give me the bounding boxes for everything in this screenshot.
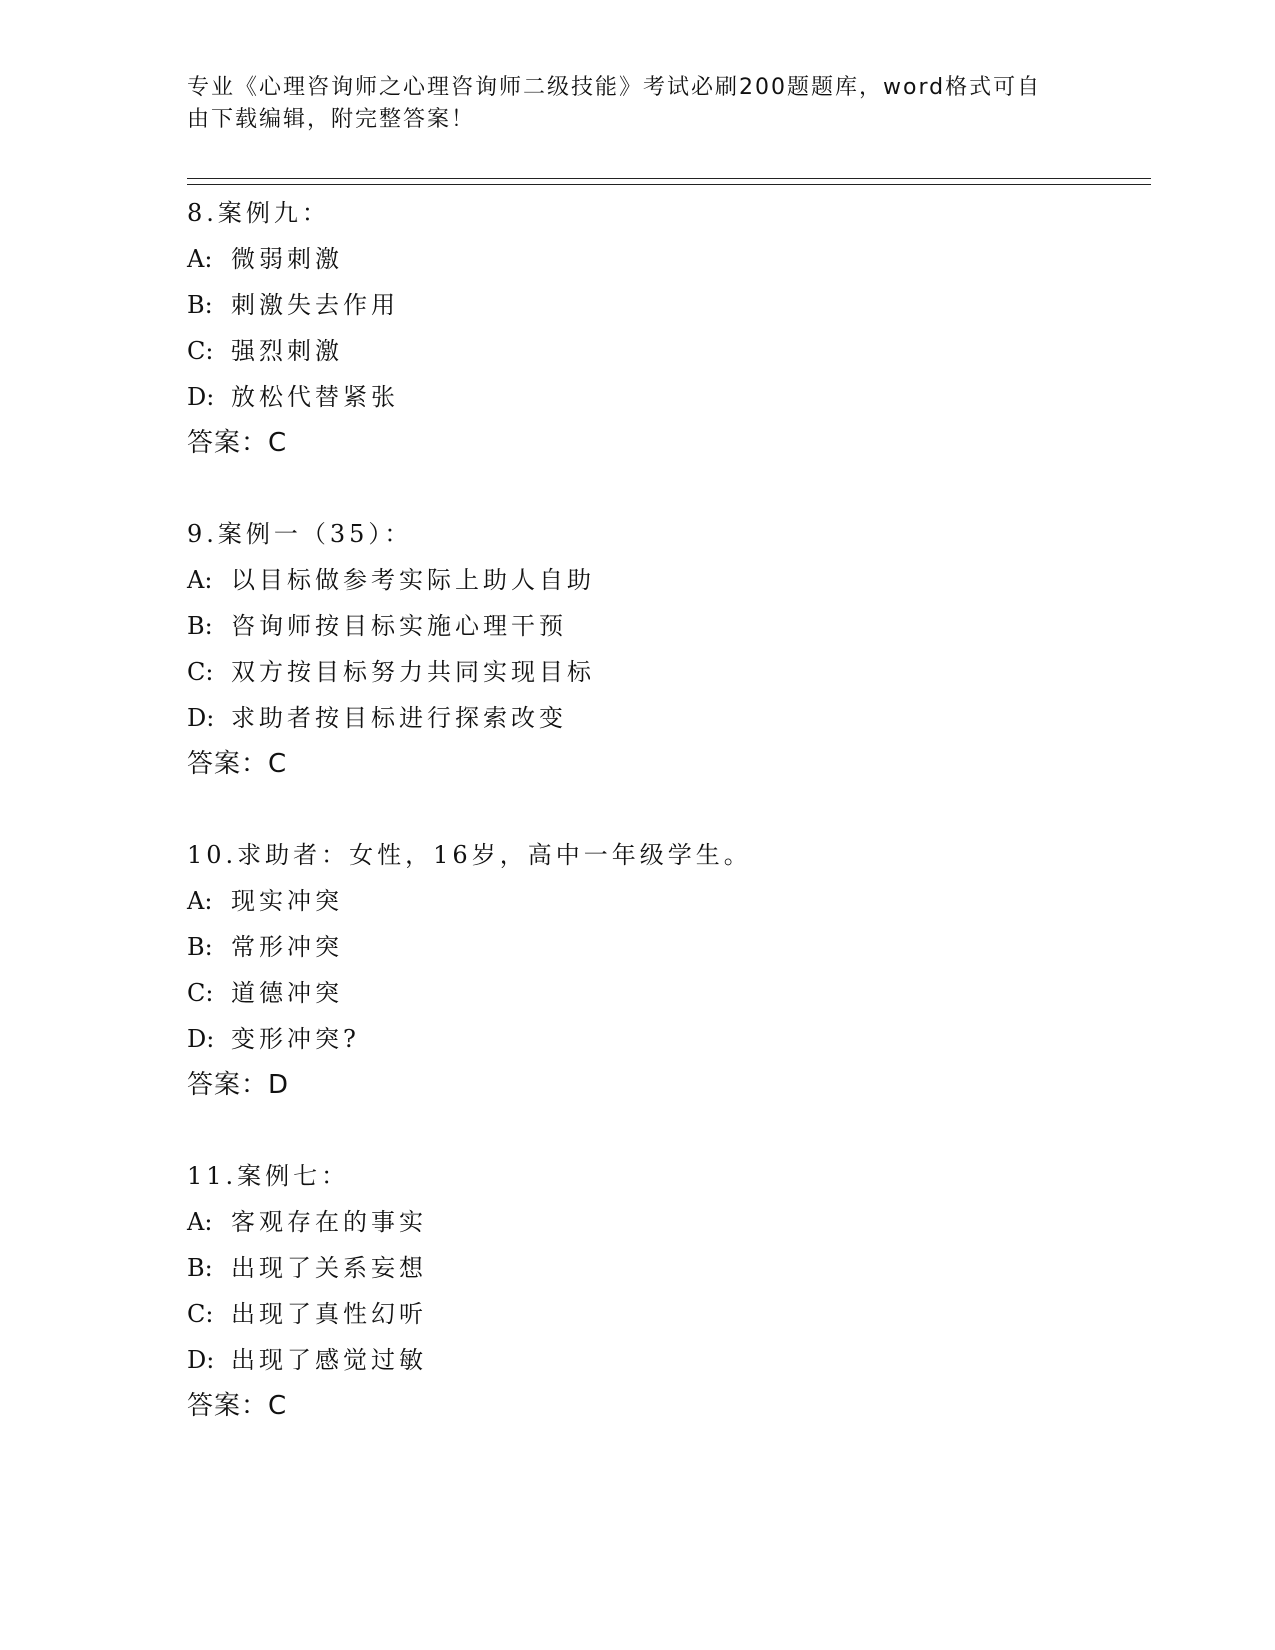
- answer-line: 答案：C: [187, 428, 288, 458]
- option-letter: B:: [187, 612, 213, 640]
- option-a: [187, 878, 1147, 924]
- option-c: [187, 328, 1147, 374]
- option-letter: D:: [187, 1025, 215, 1053]
- option-letter: C:: [187, 337, 214, 365]
- question-10: [187, 832, 1147, 1108]
- question-stem: 10.求助者：女性，16岁，高中一年级学生。: [187, 841, 752, 869]
- option-a: [187, 1199, 1147, 1245]
- option-d: [187, 374, 1147, 420]
- answer-line: 答案：C: [187, 749, 288, 779]
- option-letter: A:: [187, 1208, 213, 1236]
- option-letter: D:: [187, 383, 215, 411]
- header-divider-bottom: [187, 184, 1151, 185]
- answer-line: 答案：D: [187, 1070, 290, 1100]
- option-text: 客观存在的事实: [231, 1208, 427, 1236]
- option-text: 道德冲突: [231, 979, 343, 1007]
- option-text: 放松代替紧张: [231, 383, 399, 411]
- question-list: [187, 190, 1147, 1474]
- question-stem: 11.案例七：: [187, 1162, 350, 1190]
- option-text: 刺激失去作用: [231, 291, 399, 319]
- option-d: [187, 1337, 1147, 1383]
- option-letter: B:: [187, 291, 213, 319]
- option-letter: A:: [187, 566, 213, 594]
- option-text: 求助者按目标进行探索改变: [231, 704, 567, 732]
- option-text: 变形冲突?: [231, 1025, 360, 1053]
- question-stem: 9.案例一（35）：: [187, 520, 413, 548]
- option-letter: C:: [187, 979, 214, 1007]
- option-text: 出现了关系妄想: [231, 1254, 427, 1282]
- option-text: 强烈刺激: [231, 337, 343, 365]
- question-11: [187, 1153, 1147, 1429]
- option-b: [187, 282, 1147, 328]
- option-text: 微弱刺激: [231, 245, 343, 273]
- option-letter: A:: [187, 245, 213, 273]
- answer-line: 答案：C: [187, 1391, 288, 1421]
- option-letter: C:: [187, 1300, 214, 1328]
- option-b: [187, 1245, 1147, 1291]
- option-c: [187, 1291, 1147, 1337]
- option-text: 出现了感觉过敏: [231, 1346, 427, 1374]
- option-letter: D:: [187, 1346, 215, 1374]
- option-text: 常形冲突: [231, 933, 343, 961]
- option-letter: B:: [187, 933, 213, 961]
- option-letter: C:: [187, 658, 214, 686]
- question-9: [187, 511, 1147, 787]
- option-letter: B:: [187, 1254, 213, 1282]
- option-text: 咨询师按目标实施心理干预: [231, 612, 567, 640]
- option-b: [187, 603, 1147, 649]
- document-header: [187, 72, 1067, 136]
- header-divider-top: [187, 178, 1151, 179]
- option-letter: A:: [187, 887, 213, 915]
- option-c: [187, 970, 1147, 1016]
- option-c: [187, 649, 1147, 695]
- option-text: 出现了真性幻听: [231, 1300, 427, 1328]
- option-text: 以目标做参考实际上助人自助: [231, 566, 595, 594]
- option-text: 现实冲突: [231, 887, 343, 915]
- option-d: [187, 1016, 1147, 1062]
- option-d: [187, 695, 1147, 741]
- header-line-1: 专业《心理咨询师之心理咨询师二级技能》考试必刷200题题库，word格式可自: [187, 75, 1042, 100]
- option-letter: D:: [187, 704, 215, 732]
- option-text: 双方按目标努力共同实现目标: [231, 658, 595, 686]
- option-a: [187, 557, 1147, 603]
- option-a: [187, 236, 1147, 282]
- option-b: [187, 924, 1147, 970]
- question-stem: 8.案例九：: [187, 199, 330, 227]
- question-8: [187, 190, 1147, 466]
- header-line-2: 由下载编辑，附完整答案！: [187, 107, 476, 132]
